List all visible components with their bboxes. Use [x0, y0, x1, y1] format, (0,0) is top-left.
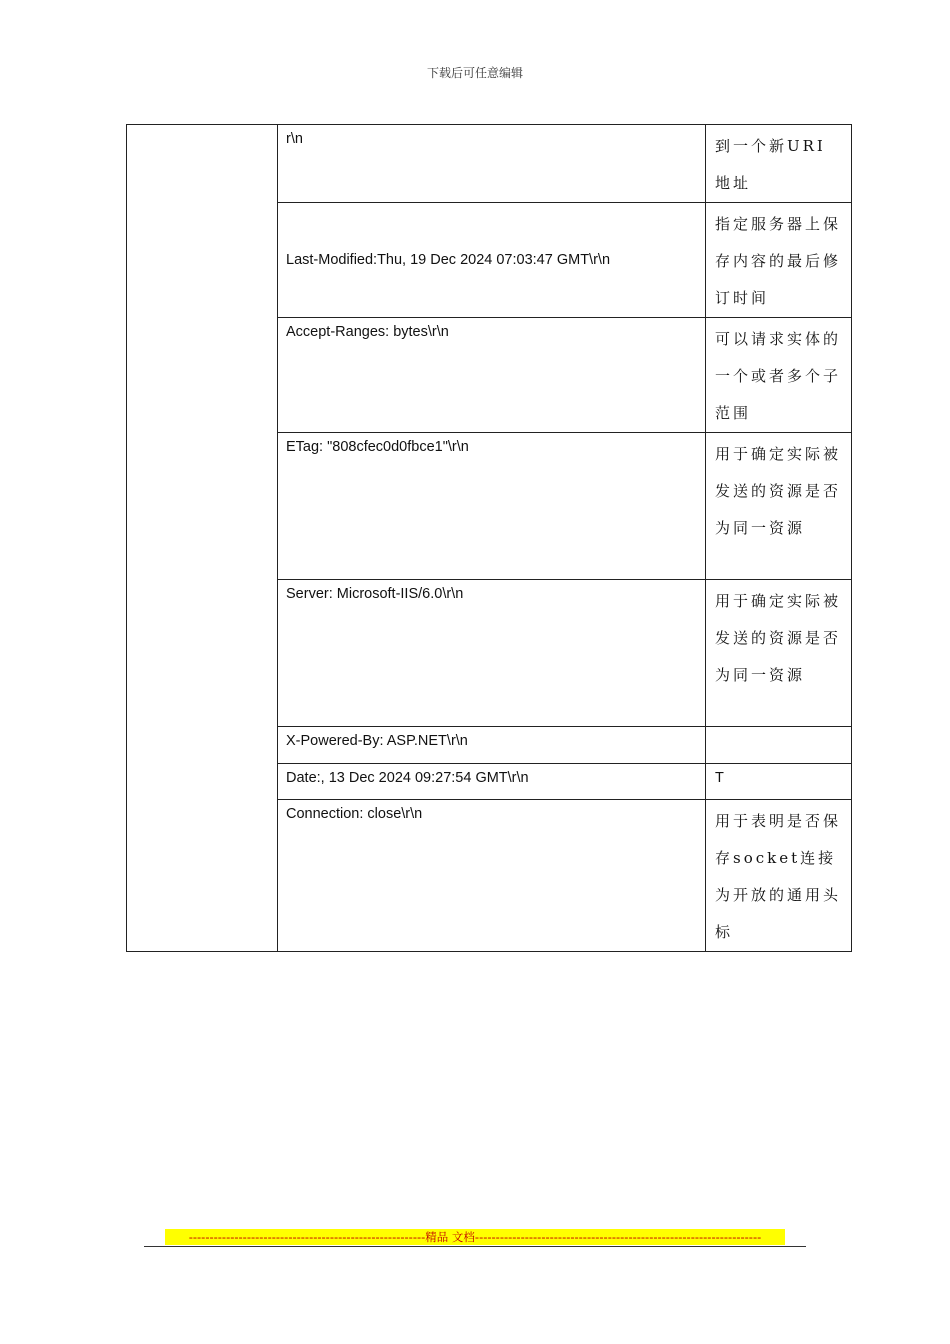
header-cell: ETag: "808cfec0d0fbce1"\r\n — [278, 433, 706, 580]
header-cell: Connection: close\r\n — [278, 800, 706, 952]
header-cell: Server: Microsoft-IIS/6.0\r\n — [278, 580, 706, 727]
http-header-table — [126, 124, 852, 952]
header-cell: r\n — [278, 125, 706, 203]
description-cell: 用于确定实际被发送的资源是否为同一资源 — [706, 580, 852, 727]
header-cell: Date:, 13 Dec 2024 09:27:54 GMT\r\n — [278, 764, 706, 800]
description-cell — [706, 727, 852, 764]
description-cell: T — [706, 764, 852, 800]
description-cell: 用于确定实际被发送的资源是否为同一资源 — [706, 433, 852, 580]
header-cell: X-Powered-By: ASP.NET\r\n — [278, 727, 706, 764]
header-cell: Last-Modified:Thu, 19 Dec 2024 07:03:47 GMT\r\n — [278, 203, 706, 318]
description-cell: 用于表明是否保存socket连接为开放的通用头标 — [706, 800, 852, 952]
page-header: 下载后可任意编辑 — [426, 66, 523, 80]
description-cell: 指定服务器上保存内容的最后修订时间 — [706, 203, 852, 318]
footer-divider — [144, 1246, 806, 1247]
description-cell: 可以请求实体的一个或者多个子范围 — [706, 318, 852, 433]
page-footer-banner: ---------------------------------------------------------精品 文档--------------------------------------------------------------------- — [165, 1229, 785, 1245]
description-cell: 到一个新URI地址 — [706, 125, 852, 203]
blank-first-column — [127, 125, 278, 952]
table-row — [127, 125, 852, 203]
header-cell: Accept-Ranges: bytes\r\n — [278, 318, 706, 433]
